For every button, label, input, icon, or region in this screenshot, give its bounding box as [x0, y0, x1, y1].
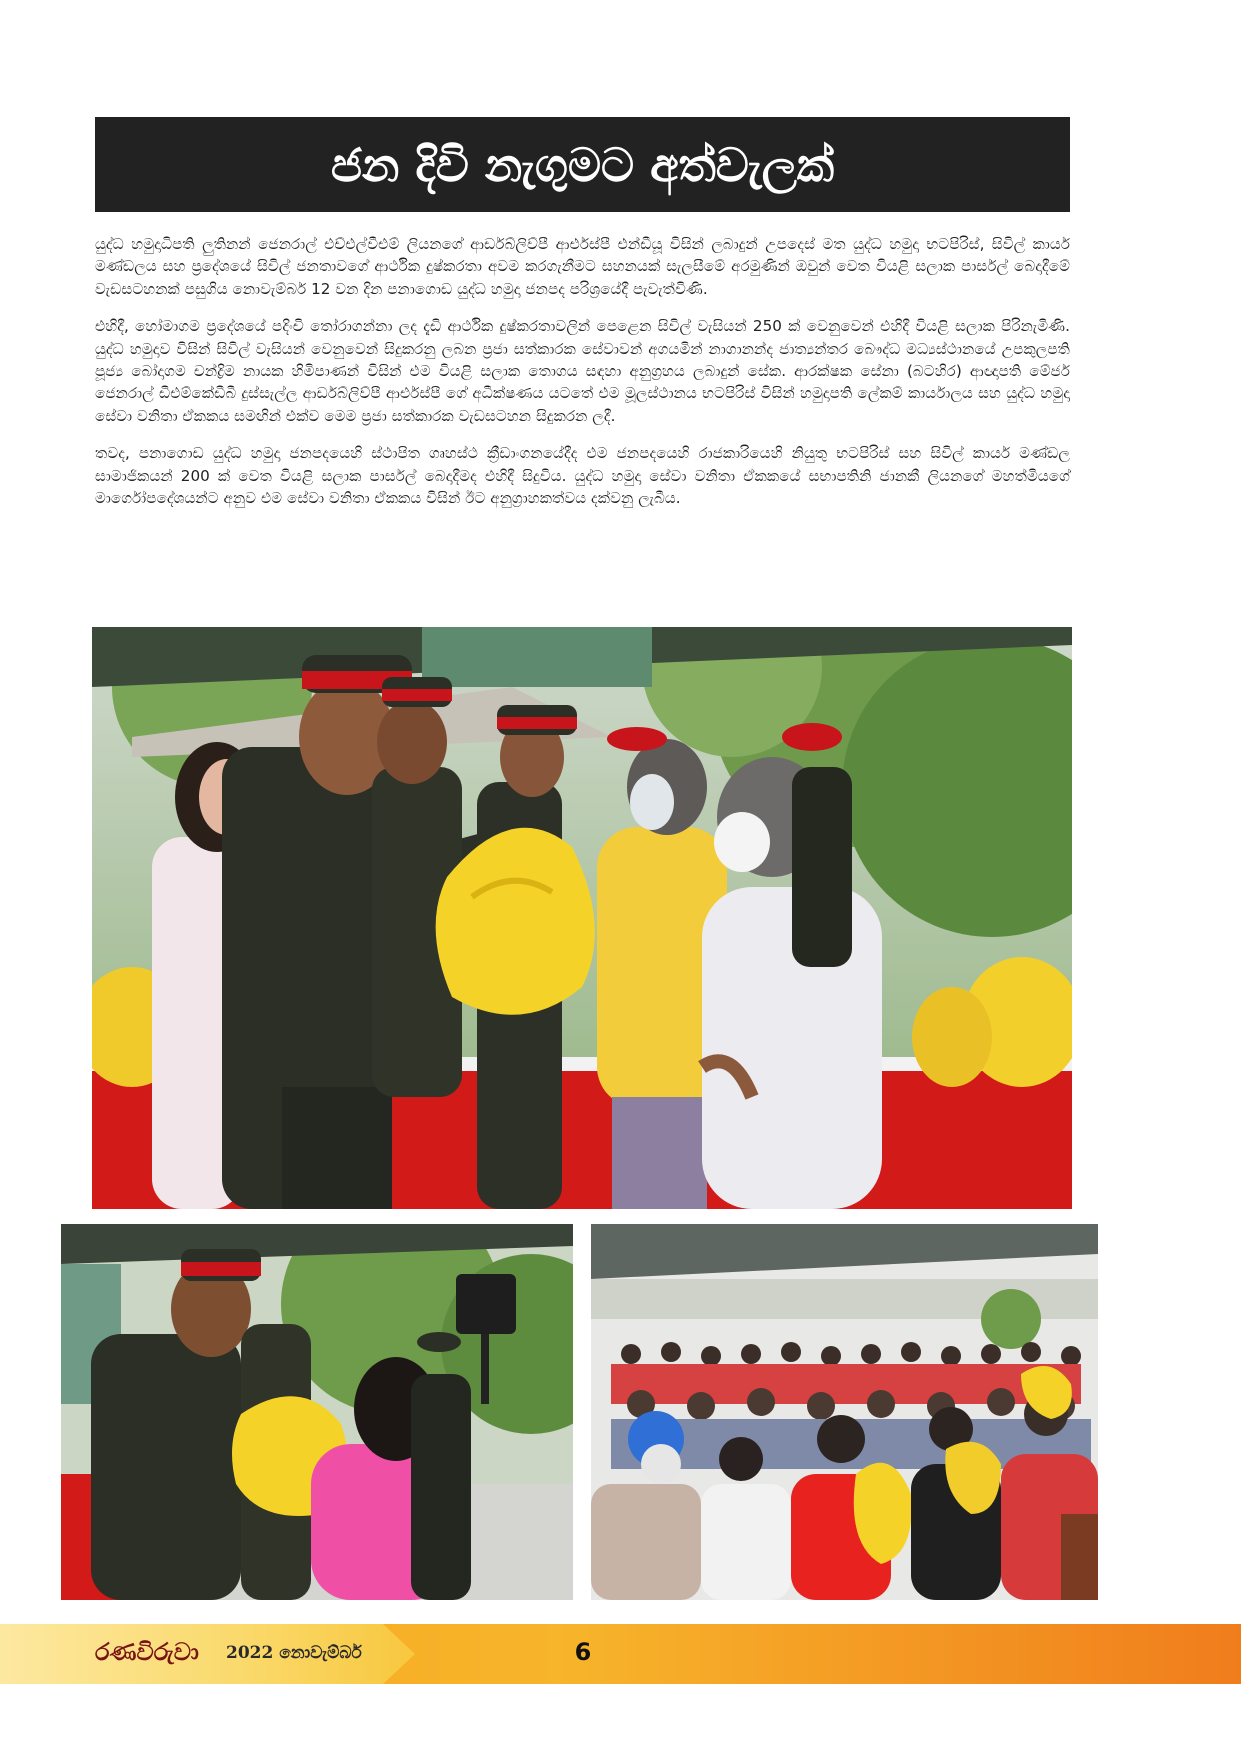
main-photo [92, 627, 1072, 1209]
page-number: 6 [574, 1638, 592, 1666]
title-banner [95, 117, 1070, 212]
paragraph-3: තවද, පනාගොඩ යුද්ධ හමුදා ජනපදයෙහි ස්ථාපිත ගෘහස්ථ ක්‍රීඩාංගනයේදීද එම ජනපදයෙහි රාජකාරියෙහි නියුතු භටපිරිස් සහ සිවිල් කාර්ය මණ්ඩල සාමාජිකයන් 200 ක් වෙත වියළි සලාක පාර්සල් බෙදාදීමද එහිදී සිදුවිය. යුද්ධ හමුදා සේවා වනිතා ඒකකයේ සභාපතිනි ජානකී ලියනගේ මහත්මියගේ මාර්ගෝපදේශයන්ට අනුව එම සේවා වනිතා ඒකකය විසින් ඊට අනුග්‍රාහකත්වය දක්වනු ලැබීය. [95, 444, 1070, 508]
issue-date: 2022 නොවැම්බර් [226, 1643, 362, 1663]
article-title: ජන දිවි නැගුමට අත්වැලක් [330, 137, 835, 192]
paragraph-2: එහිදී, හෝමාගම ප්‍රදේශයේ පදිංචි තෝරාගන්නා ලද දැඩි ආර්ථික දුෂ්කරතාවලින් පෙළෙන සිවිල් වැසියන් 250 ක් වෙනුවෙන් එහිදී වියළි සලාක පිරිනැමිණි. යුද්ධ හමුදාව විසින් සිවිල් වැසියන් වෙනුවෙන් සිදුකරනු ලබන ප්‍රජා සත්කාරක සේවාවන් අගයමින් නාගානන්ද ජාත්‍යන්තර බෞද්ධ මධ්‍යස්ථානයේ උපකුලපති පූජ්‍ය බෝදාගම චන්ද්‍රිම නායක හිමිපාණන් විසින් එම වියළි සලාක තොගය සඳහා අනුග්‍රහය ලබාදුන් සේක. ආරක්ෂක සේනා (බටහිර) ආඥාපති මේජර් ජෙනරාල් ඩීඑම්කේඩීබී දුස්සැල්ල ආර්ඩබ්ලිව්පී ආර්එස්පී ගේ අධීක්ෂණය යටතේ එම මූලස්ථානය භටපිරිස් විසින් හමුදාපති ලේකම් කාර්යාලය සහ යුද්ධ හමුදා සේවා වනිතා ඒකකය සමඟින් එක්ව මෙම ප්‍රජා සත්කාරක වැඩසටහන සිදුකරන ලදී. [95, 317, 1070, 425]
magazine-logo: රණවිරුවා [95, 1638, 199, 1666]
bottom-right-photo [591, 1224, 1098, 1600]
paragraph-1: යුද්ධ හමුදාධිපති ලුතිනන් ජෙනරාල් එච්එල්වීඑම් ලියනගේ ආර්ඩබ්ලිව්පී ආර්එස්පී එන්ඩීයූ විසින් ලබාදුන් උපදෙස් මත යුද්ධ හමුදා භටපිරිස්, සිවිල් කාර්ය මණ්ඩලය සහ ප්‍රදේශයේ සිවිල් ජනතාවගේ ආර්ථික දුෂ්කරතා අවම කරගැනීමට සහනයක් සැලසීමේ අරමුණින් ඔවුන් වෙත වියළි සලාක පාර්සල් බෙදාදීමේ වැඩසටහනක් පසුගිය නොවැම්බර් 12 වන දින පනාගොඩ යුද්ධ හමුදා ජනපද පරිශ්‍රයේදී පැවැත්විණි. [95, 235, 1070, 298]
bottom-left-photo [61, 1224, 573, 1600]
article-body [95, 233, 1070, 524]
